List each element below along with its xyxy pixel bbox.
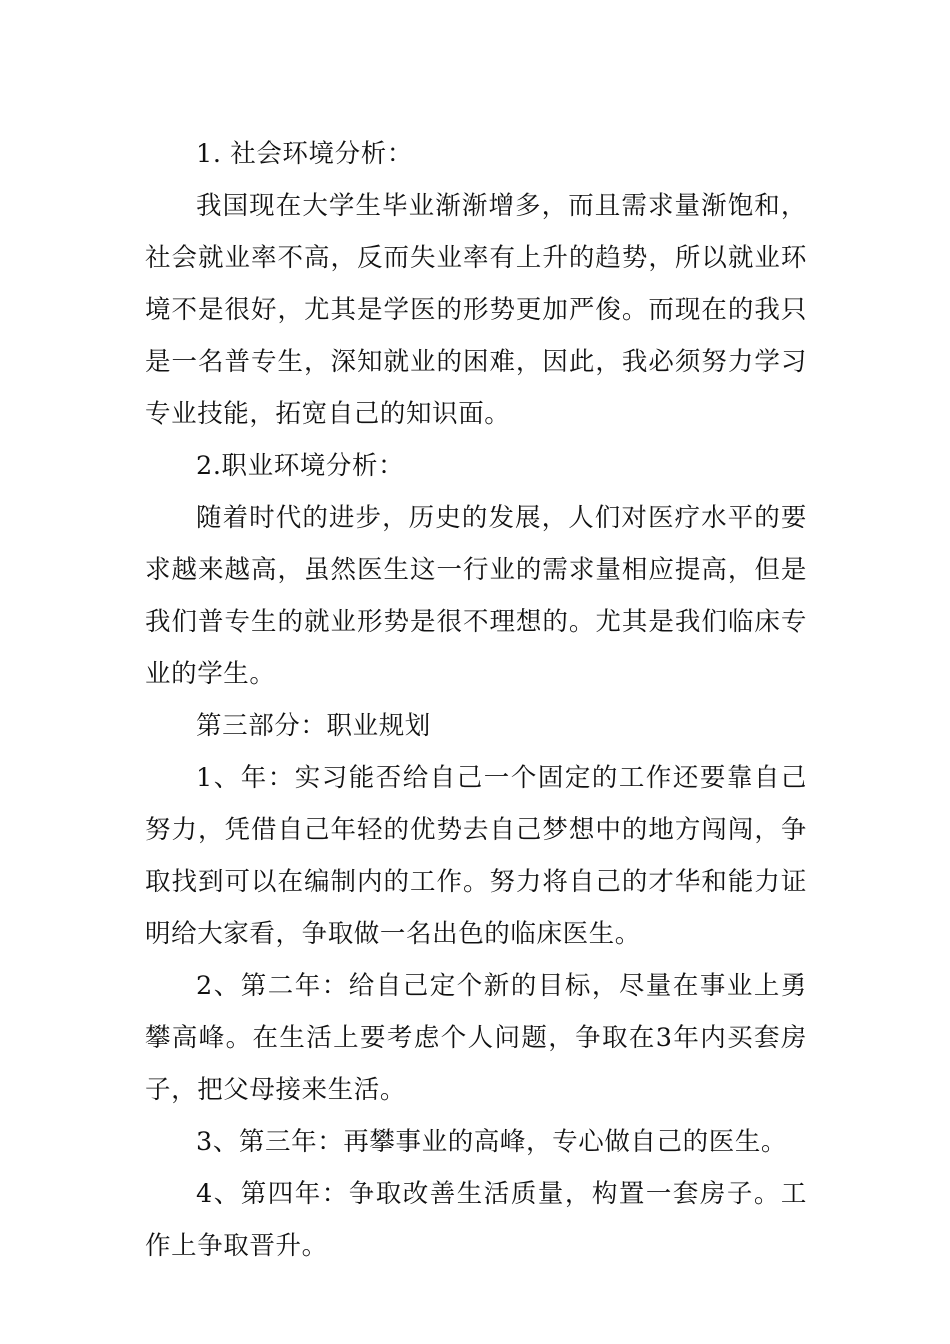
paragraph-social-environment: 我国现在大学生毕业渐渐增多，而且需求量渐饱和，社会就业率不高，反而失业率有上升的趋势，所以就业环境不是很好，尤其是学医的形势更加严俊。而现在的我只是一名普专生，深知就业的困难，因此，我必须努力学习专业技能，拓宽自己的知识面。	[145, 191, 807, 429]
heading-part-three: 第三部分：职业规划	[196, 711, 431, 741]
document-body	[145, 128, 807, 1272]
plan-item-1: 1、年：实习能否给自己一个固定的工作还要靠自己努力，凭借自己年轻的优势去自己梦想中的地方闯闯，争取找到可以在编制内的工作。努力将自己的才华和能力证明给大家看，争取做一名出色的临床医生。	[145, 763, 807, 949]
heading-career-environment: 2.职业环境分析：	[196, 451, 405, 481]
heading-social-environment: 1. 社会环境分析：	[196, 139, 413, 169]
plan-item-3: 3、第三年：再攀事业的高峰，专心做自己的医生。	[196, 1127, 788, 1157]
plan-item-2: 2、第二年：给自己定个新的目标，尽量在事业上勇攀高峰。在生活上要考虑个人问题，争取在3年内买套房子，把父母接来生活。	[145, 971, 807, 1105]
paragraph-career-environment: 随着时代的进步，历史的发展，人们对医疗水平的要求越来越高，虽然医生这一行业的需求量相应提高，但是我们普专生的就业形势是很不理想的。尤其是我们临床专业的学生。	[145, 503, 807, 689]
plan-item-4: 4、第四年：争取改善生活质量，构置一套房子。工作上争取晋升。	[145, 1179, 807, 1261]
